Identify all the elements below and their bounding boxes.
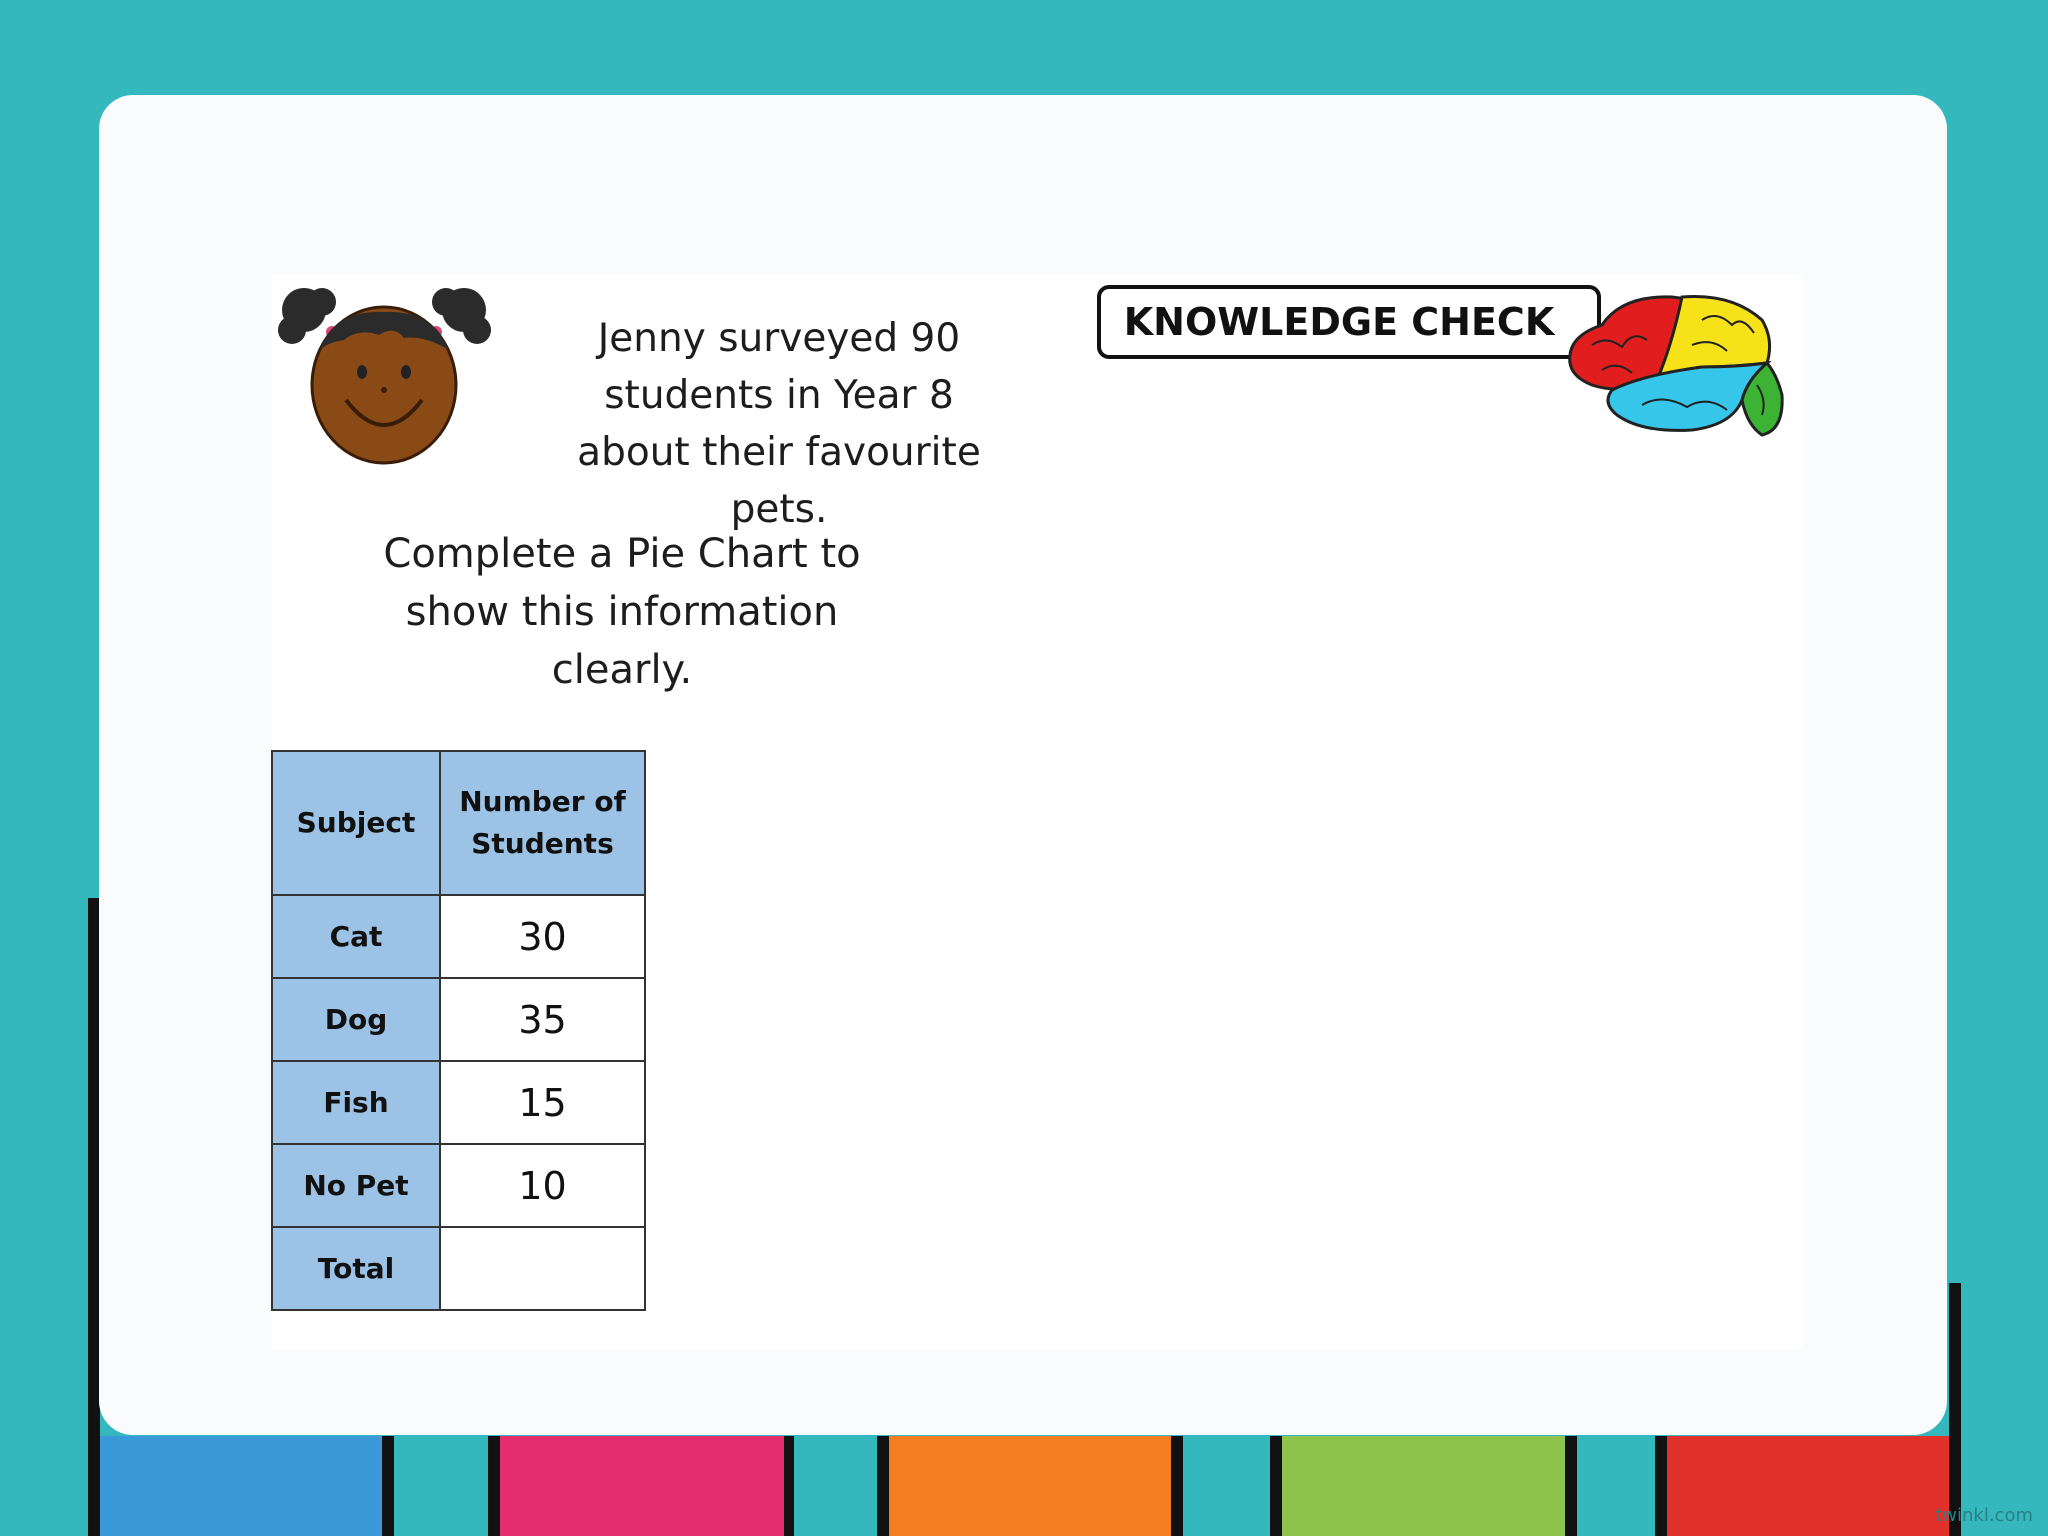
girl-face-icon — [274, 280, 494, 465]
task-line-1: Complete a Pie Chart to — [383, 531, 861, 577]
row-value: 15 — [440, 1061, 645, 1144]
slide-card — [99, 95, 1947, 1435]
row-value: 30 — [440, 895, 645, 978]
table-row — [272, 895, 645, 978]
pink-block — [500, 1436, 784, 1536]
red-block — [1667, 1436, 1949, 1536]
intro-line-1: Jenny surveyed 90 — [597, 316, 961, 361]
row-label: No Pet — [272, 1144, 440, 1227]
task-instructions — [332, 525, 912, 699]
orange-block — [889, 1436, 1171, 1536]
table-row — [272, 978, 645, 1061]
table-row — [272, 1144, 645, 1227]
total-value-input[interactable] — [440, 1227, 645, 1310]
row-value: 35 — [440, 978, 645, 1061]
row-label: Fish — [272, 1061, 440, 1144]
blue-block — [100, 1436, 382, 1536]
green-block — [1282, 1436, 1565, 1536]
header-subject: Subject — [272, 751, 440, 895]
brain-icon — [1562, 285, 1802, 455]
row-label: Cat — [272, 895, 440, 978]
row-label: Dog — [272, 978, 440, 1061]
watermark: twinkl.com — [1935, 1505, 2033, 1526]
pets-table — [271, 750, 646, 1311]
header-number-of-students: Number of Students — [440, 751, 645, 895]
intro-line-2: students in Year 8 — [604, 373, 954, 418]
knowledge-check-label: KNOWLEDGE CHECK — [1097, 285, 1601, 359]
row-value: 10 — [440, 1144, 645, 1227]
task-line-2: show this information clearly. — [405, 589, 839, 693]
table-row — [272, 1227, 645, 1310]
intro-text — [539, 310, 1019, 538]
row-label-total: Total — [272, 1227, 440, 1310]
intro-line-3: about their favourite pets. — [577, 430, 981, 532]
table-row — [272, 1061, 645, 1144]
